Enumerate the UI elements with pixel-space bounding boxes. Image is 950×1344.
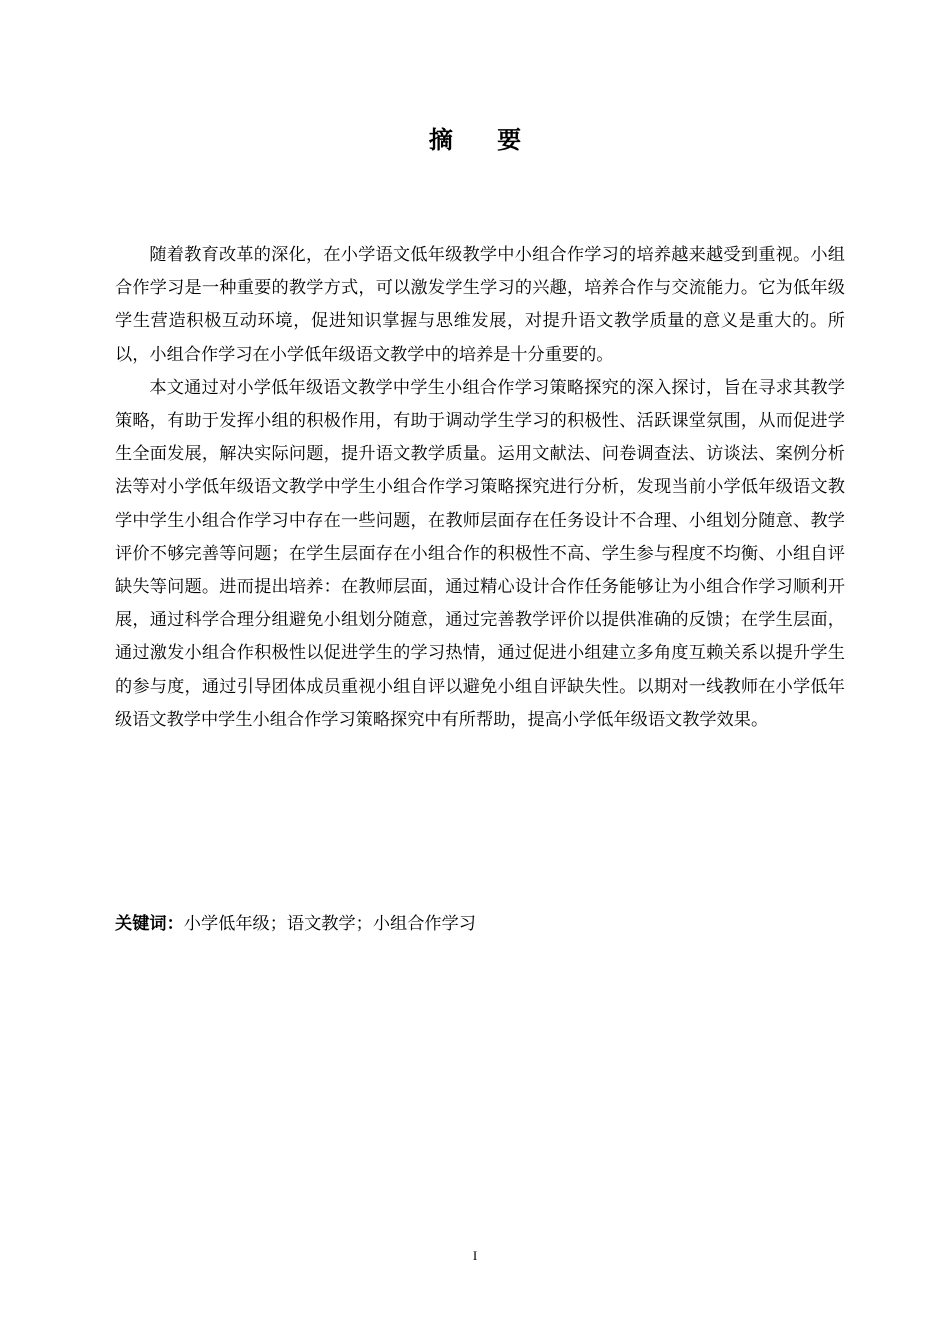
abstract-title: 摘 要: [428, 126, 540, 154]
keywords-value: 小学低年级；语文教学；小组合作学习: [183, 914, 476, 934]
abstract-paragraph-2: 本文通过对小学低年级语文教学中学生小组合作学习策略探究的深入探讨，旨在寻求其教学策略，有助于发挥小组的积极作用，有助于调动学生学习的积极性、活跃课堂氛围，从而促进学生全面发展，解决实际问题，提升语文教学质量。运用文献法、问卷调查法、访谈法、案例分析法等对小学低年级语文教学中学生小组合作学习策略探究进行分析，发现当前小学低年级语文教学中学生小组合作学习中存在一些问题，在教师层面存在任务设计不合理、小组划分随意、教学评价不够完善等问题；在学生层面存在小组合作的积极性不高、学生参与程度不均衡、小组自评缺失等问题。进而提出培养：在教师层面，通过精心设计合作任务能够让为小组合作学习顺利开展，通过科学合理分组避免小组划分随意，通过完善教学评价以提供准确的反馈；在学生层面，通过激发小组合作积极性以促进学生的学习热情，通过促进小组建立多角度互赖关系以提升学生的参与度，通过引导团体成员重视小组自评以避免小组自评缺失性。以期对一线教师在小学低年级语文教学中学生小组合作学习策略探究中有所帮助，提高小学低年级语文教学效果。: [115, 377, 845, 730]
keywords-line: [115, 908, 845, 940]
abstract-paragraph-1: 随着教育改革的深化，在小学语文低年级教学中小组合作学习的培养越来越受到重视。小组合作学习是一种重要的教学方式，可以激发学生学习的兴趣，培养合作与交流能力。它为低年级学生营造积极互动环境，促进知识掌握与思维发展，对提升语文教学质量的意义是重大的。所以，小组合作学习在小学低年级语文教学中的培养是十分重要的。: [115, 245, 845, 365]
page-number: I: [472, 1248, 478, 1263]
keywords-label: 关键词：: [115, 914, 184, 934]
abstract-body: [115, 239, 845, 737]
